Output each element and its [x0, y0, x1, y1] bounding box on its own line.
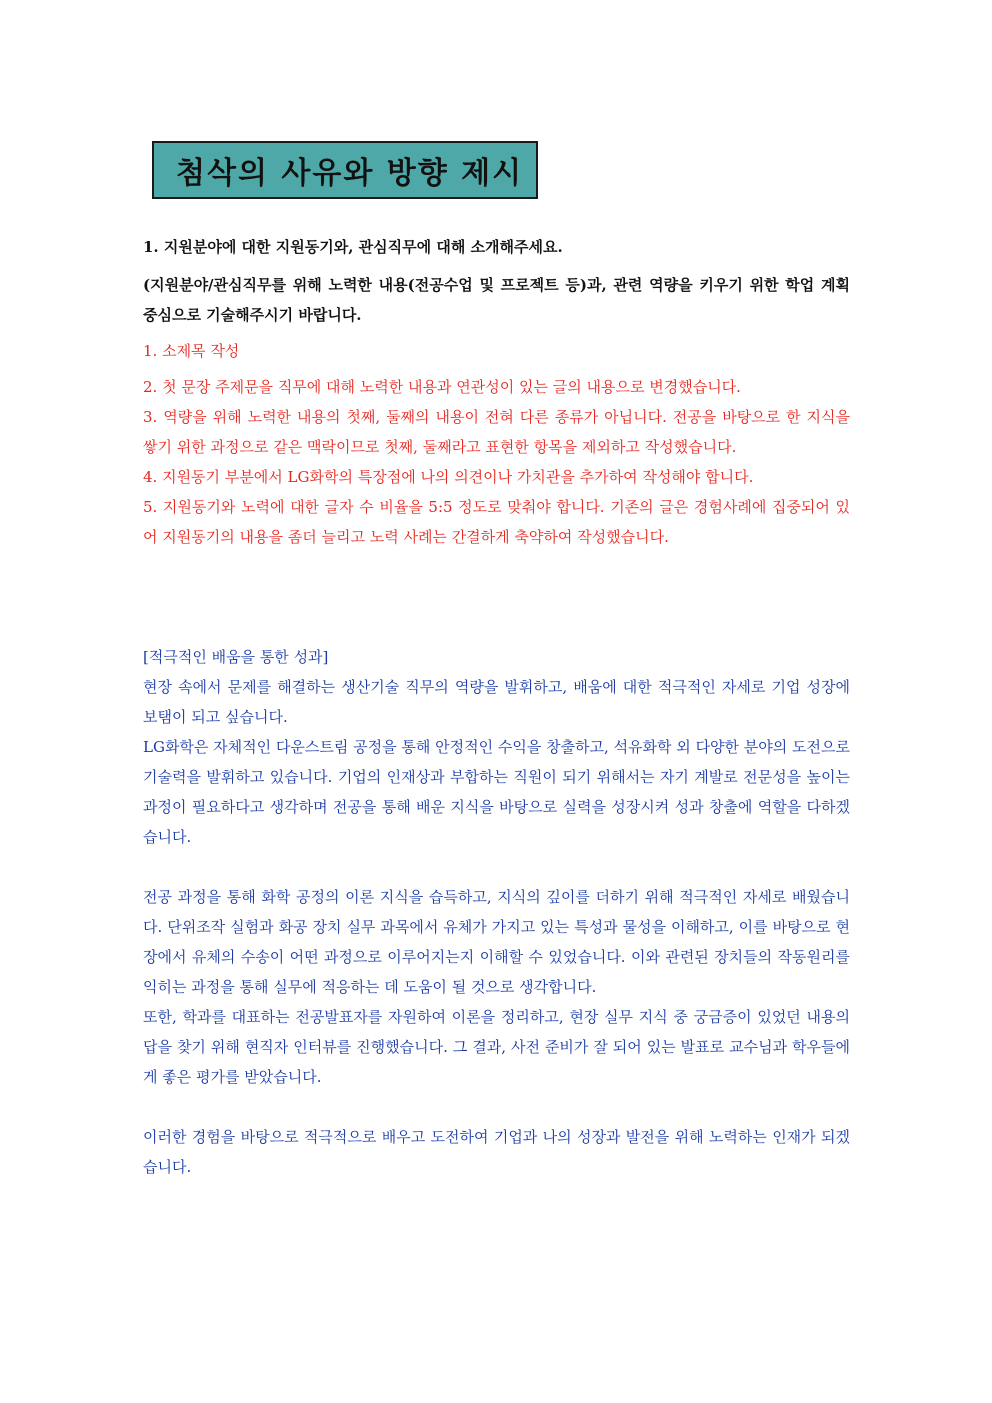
essay-paragraph: 또한, 학과를 대표하는 전공발표자를 자원하여 이론을 정리하고, 현장 실무 지식 중 궁금증이 있었던 내용의 답을 찾기 위해 현직자 인터뷰를 진행했습니다. 그 결과, 사전 준비가 잘 되어 있는 발표로 교수님과 학우들에게 좋은 평가를 받았습니다.: [143, 1008, 850, 1086]
essay-paragraph: 이러한 경험을 바탕으로 적극적으로 배우고 도전하여 기업과 나의 성장과 발전을 위해 노력하는 인재가 되겠습니다.: [143, 1128, 850, 1176]
note-item: 1. 소제목 작성: [143, 342, 240, 360]
question-line-1: 1. 지원분야에 대한 지원동기와, 관심직무에 대해 소개해주세요.: [143, 238, 563, 256]
essay-paragraph: 현장 속에서 문제를 해결하는 생산기술 직무의 역량을 발휘하고, 배움에 대한 적극적인 자세로 기업 성장에 보탬이 되고 싶습니다.: [143, 678, 850, 726]
essay-body: [143, 642, 850, 1182]
title-box: [152, 141, 538, 199]
essay-subtitle: [적극적인 배움을 통한 성과]: [143, 648, 329, 666]
note-item: 2. 첫 문장 주제문을 직무에 대해 노력한 내용과 연관성이 있는 글의 내용으로 변경했습니다.: [143, 378, 741, 396]
essay-paragraph: LG화학은 자체적인 다운스트림 공정을 통해 안정적인 수익을 창출하고, 석유화학 외 다양한 분야의 도전으로 기술력을 발휘하고 있습니다. 기업의 인재상과 부합하는 직원이 되기 위해서는 자기 계발로 전문성을 높이는 과정이 필요하다고 생각하며 전공을 통해 배운 지식을 바탕으로 실력을 성장시켜 성과 창출에 역할을 다하겠습니다.: [143, 738, 851, 846]
note-item: 5. 지원동기와 노력에 대한 글자 수 비율을 5:5 정도로 맞춰야 합니다. 기존의 글은 경험사례에 집중되어 있어 지원동기의 내용을 좀더 늘리고 노력 사례는 간결하게 축약하여 작성했습니다.: [143, 498, 850, 546]
question-block: [143, 232, 850, 330]
revision-notes: [143, 336, 850, 552]
page-title: 첨삭의 사유와 방향 제시: [176, 156, 524, 191]
question-line-2: (지원분야/관심직무를 위해 노력한 내용(전공수업 및 프로젝트 등)과, 관련 역량을 키우기 위한 학업 계획 중심으로 기술해주시기 바랍니다.: [143, 276, 850, 324]
note-item: 4. 지원동기 부분에서 LG화학의 특장점에 나의 의견이나 가치관을 추가하여 작성해야 합니다.: [143, 468, 754, 486]
note-item: 3. 역량을 위해 노력한 내용의 첫째, 둘째의 내용이 전혀 다른 종류가 아닙니다. 전공을 바탕으로 한 지식을 쌓기 위한 과정으로 같은 맥락이므로 첫째, 둘째라고 표현한 항목을 제외하고 작성했습니다.: [143, 408, 850, 456]
essay-paragraph: 전공 과정을 통해 화학 공정의 이론 지식을 습득하고, 지식의 깊이를 더하기 위해 적극적인 자세로 배웠습니다. 단위조작 실험과 화공 장치 실무 과목에서 유체가 가지고 있는 특성과 물성을 이해하고, 이를 바탕으로 현장에서 유체의 수송이 어떤 과정으로 이루어지는지 이해할 수 있었습니다. 이와 관련된 장치들의 작동원리를 익히는 과정을 통해 실무에 적응하는 데 도움이 될 것으로 생각합니다.: [143, 888, 850, 996]
